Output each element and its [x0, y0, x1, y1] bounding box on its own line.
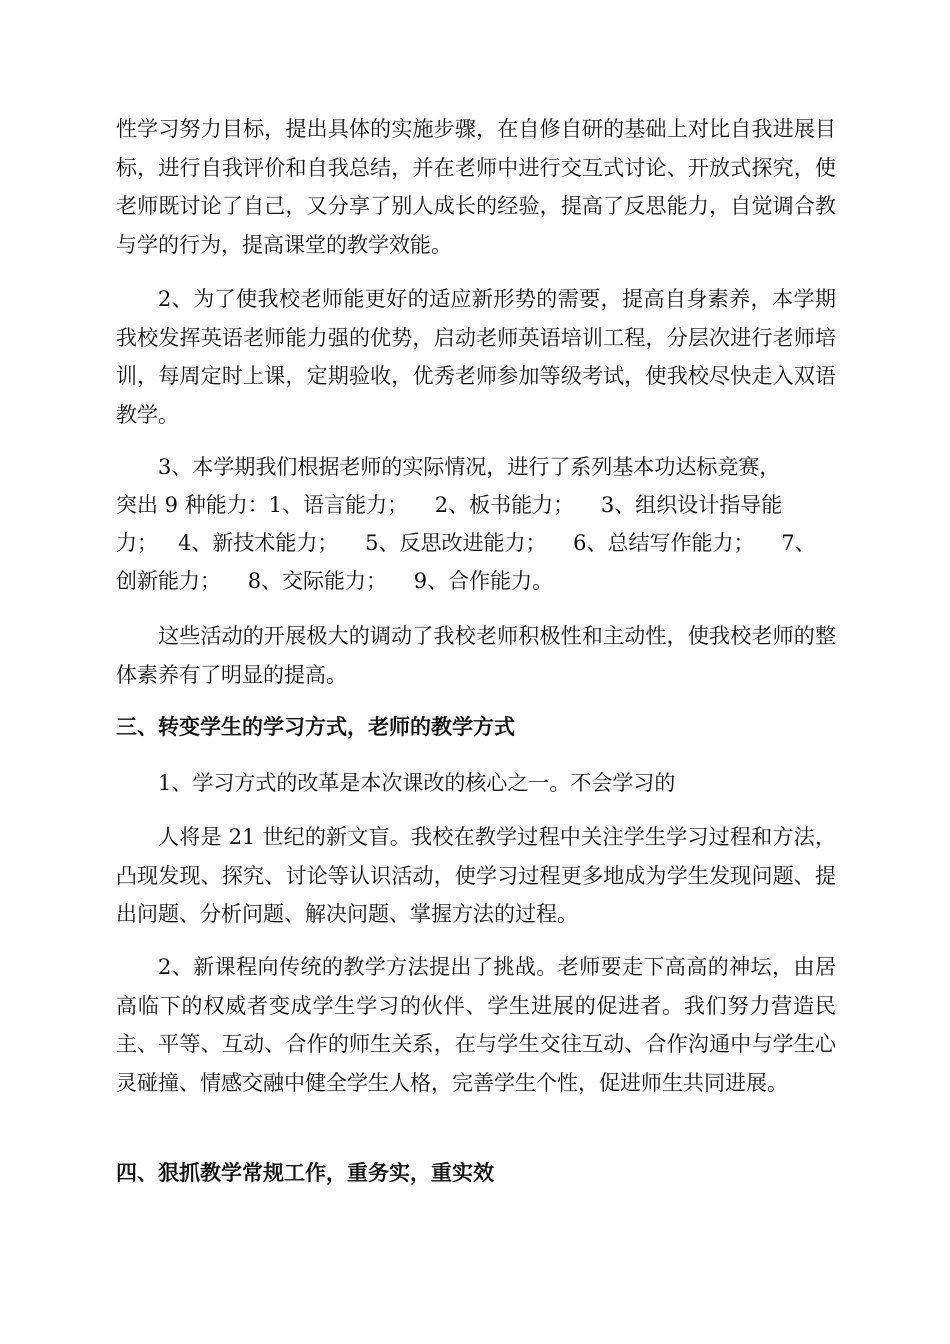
paragraph-activity-summary: 这些活动的开展极大的调动了我校老师积极性和主动性，使我校老师的整体素养有了明显的提高。	[116, 624, 836, 687]
paragraph-competition-line-1: 3、本学期我们根据老师的实际情况，进行了系列基本功达标竞赛，	[158, 455, 781, 479]
paragraph-learning-reform: 1、学习方式的改革是本次课改的核心之一。不会学习的	[158, 771, 676, 795]
paragraph-competition-line-4: 创新能力； 8、交际能力； 9、合作能力。	[116, 569, 554, 593]
paragraph-english-training: 2、为了使我校老师能更好的适应新形势的需要，提高自身素养，本学期我校发挥英语老师能力强的优势，启动老师英语培训工程，分层次进行老师培训，每周定时上课，定期验收，优秀老师参加等级考试，使我校尽快走入双语教学。	[116, 287, 836, 427]
paragraph-new-illiterate: 人将是 21 世纪的新文盲。我校在教学过程中关注学生学习过程和方法，凸现发现、探究、讨论等认识活动，使学习过程更多地成为学生发现问题、提出问题、分析问题、解决问题、掌握方法的过程。	[116, 825, 836, 926]
paragraph-teaching-methods: 2、新课程向传统的教学方法提出了挑战。老师要走下高高的神坛，由居高临下的权威者变成学生学习的伙伴、学生进展的促进者。我们努力营造民主、平等、互动、合作的师生关系，在与学生交往互动、合作沟通中与学生心灵碰撞、情感交融中健全学生人格，完善学生个性，促进师生共同进展。	[116, 955, 836, 1095]
paragraph-self-study: 性学习努力目标，提出具体的实施步骤，在自修自研的基础上对比自我进展目标，进行自我评价和自我总结，并在老师中进行交互式讨论、开放式探究，使老师既讨论了自己，又分享了别人成长的经验，提高了反思能力，自觉调合教与学的行为，提高课堂的教学效能。	[116, 117, 836, 257]
section-heading-4: 四、狠抓教学常规工作，重务实，重实效	[116, 1161, 494, 1185]
paragraph-competition-line-3: 力； 4、新技术能力； 5、反思改进能力； 6、总结写作能力； 7、	[116, 531, 816, 555]
section-heading-3: 三、转变学生的学习方式，老师的教学方式	[116, 715, 515, 739]
paragraph-competition-line-2: 突出 9 种能力：1、语言能力； 2、板书能力； 3、组织设计指导能	[116, 493, 783, 517]
